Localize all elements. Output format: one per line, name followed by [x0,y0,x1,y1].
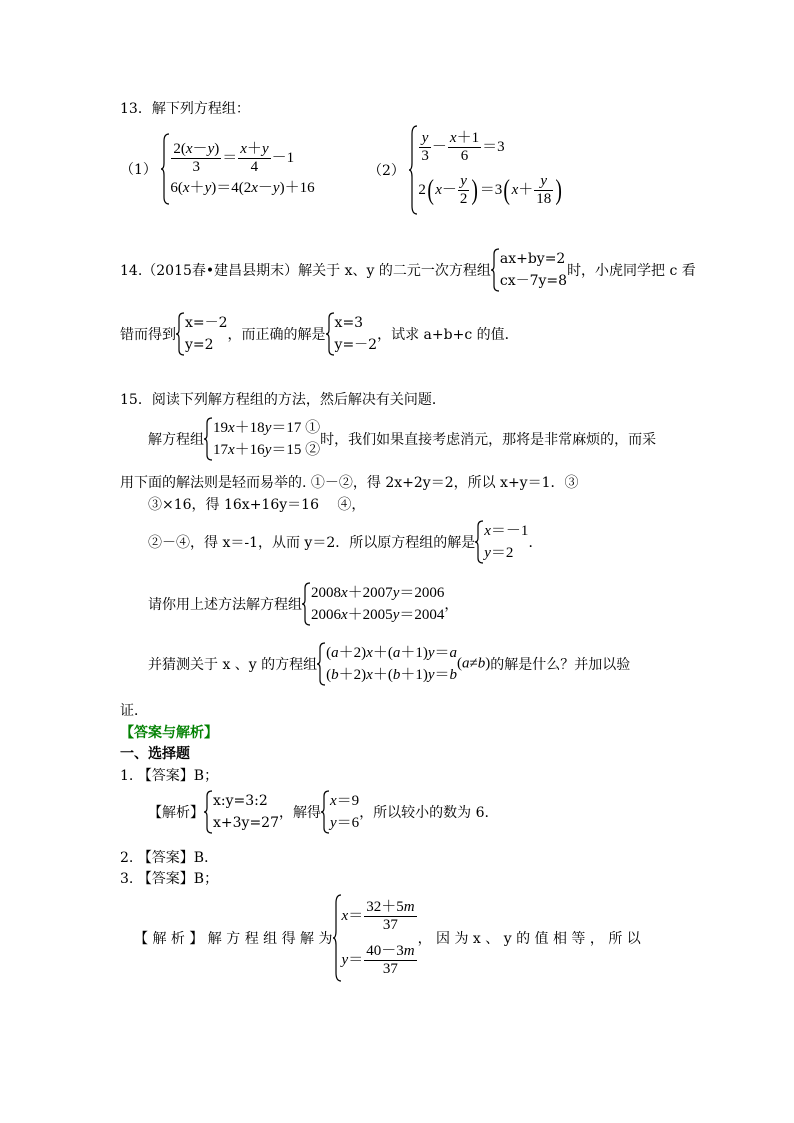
left-brace-icon [176,312,185,356]
answer-1: 1. 【答案】B； [120,768,219,784]
q13-system2-braced: $\frac{y}{3}$ － $\frac{x+1}{6}$ ＝3 2(x－ $\frac{y}{2}$ )＝3(x＋ $\frac{y}{18}$ ) [409,125,563,215]
q13-part1-label: （1） [120,162,157,178]
q14-right-row-1: x=3 [334,315,364,331]
q13-system-2 [368,125,564,215]
a1-exp-text-c: ，所以较小的数为 6. [359,805,489,821]
question-14-line-1 [120,248,696,292]
q14-text-b: 时，小虎同学把 c 看 [567,263,696,279]
q15-text-f: ， [444,597,459,613]
q15-circle-2: ② [305,442,321,458]
a1-system-row-1: x:y=3:2 [213,793,268,809]
q14-wrong-row-1: x=－2 [185,315,228,331]
q14-system-row-2: cx－7y=8 [499,273,568,289]
q15-line-2: 用下面的解法则是轻而易举的. ①－②，得 2x+2y＝2，所以 x+y＝1．③ [120,475,579,491]
q13-part2-label: （2） [368,163,405,179]
q15-system-2: 2008x＋2007y＝2006 2006x＋2005y＝2004 [302,582,444,626]
q14-right-solution [326,312,378,356]
q15-line-3: ③×16，得 16x+16y＝16 ④， [148,497,366,513]
a3-exp-text-a: 【 解 析 】 解 方 程 组 得 解 为 [134,931,333,947]
left-brace-icon [302,582,311,626]
q15-solution: x＝－1 y＝2 [475,520,528,564]
a1-solution: x＝9 y＝6 [321,790,359,834]
left-brace-icon [326,312,335,356]
q15-text-e: 请你用上述方法解方程组 [148,597,302,613]
a3-exp-text-b: ， 因 为 x 、 y 的 值 相 等 ， 所 以 [417,931,641,947]
left-brace-icon [321,790,330,834]
left-brace-icon [317,642,326,686]
q13-system-1 [120,133,315,205]
q14-text-d: ，而正确的解是 [227,327,326,343]
answer-1-explanation [148,790,489,834]
left-brace-icon [204,790,213,834]
q13-system1-braced: $\frac{2(x-y)}{3}$ ＝ $\frac{x+y}{4}$ －1 6(x＋y)＝4(2x－y)＋16 [161,133,314,205]
q14-text-a: 14.（2015春•建昌县期末）解关于 x、y 的二元一次方程组 [120,263,491,279]
q15-line-4 [148,520,542,564]
q14-wrong-row-2: y=2 [185,337,214,353]
left-brace-icon [475,520,484,564]
answer-2: 2. 【答案】B． [120,850,219,866]
q15-system-1: 19x＋18y＝17 ① 17x＋16y＝15 ② [204,417,320,461]
a1-system-row-2: x+3y=27 [213,815,279,831]
answers-header: 【答案与解析】 [120,725,218,741]
q15-text-g: 并猜测关于 x 、y 的方程组 [148,657,318,673]
q15-line-6: 并猜测关于 x 、y 的方程组 (a＋2)x＋(a＋1)y＝a (b＋2)x＋(b＋1)y＝b (a≠b)的解是什么？并加以验 [148,642,630,686]
a3-solution: x＝ $\frac{32+5m}{37}$ y＝ $\frac{40-3m}{37}$ [333,894,418,982]
a1-system [204,790,279,834]
left-brace-icon [409,125,418,215]
q14-system [491,248,567,292]
q15-line-1 [148,417,656,461]
answer-3-explanation [134,894,684,982]
q15-text-h: 的解是什么？并加以验 [490,657,631,673]
answer-3: 3. 【答案】B； [120,871,219,887]
left-brace-icon [333,894,342,982]
question-13-title: 13．解下列方程组： [120,101,250,117]
q15-system-3: (a＋2)x＋(a＋1)y＝a (b＋2)x＋(b＋1)y＝b [317,642,457,686]
q14-wrong-solution [176,312,228,356]
a1-exp-text-b: ，解得 [279,805,321,821]
section-heading: 一、选择题 [120,746,190,762]
q15-line-5 [148,582,458,626]
a1-exp-label: 【解析】 [148,805,204,821]
q15-circle-1: ① [305,420,321,436]
q14-right-row-2: y=－2 [334,337,378,353]
question-14-line-2 [120,312,519,356]
q15-text-a: 解方程组 [148,432,204,448]
q15-text-c: ②－④，得 x＝-1，从而 y＝2．所以原方程组的解是 [148,535,476,551]
q14-text-c: 错而得到 [120,327,176,343]
left-brace-icon [161,133,170,205]
q15-text-b: 时，我们如果直接考虑消元，那将是非常麻烦的，而采 [320,432,657,448]
left-brace-icon [204,417,213,461]
q15-text-d: ． [528,535,543,551]
q14-text-e: ，试求 a+b+c 的值． [377,327,519,343]
q15-line-7: 证． [120,703,148,719]
question-15-title: 15．阅读下列解方程组的方法，然后解决有关问题． [120,392,446,408]
q14-system-row-1: ax+by=2 [499,251,566,267]
left-brace-icon [491,248,500,292]
